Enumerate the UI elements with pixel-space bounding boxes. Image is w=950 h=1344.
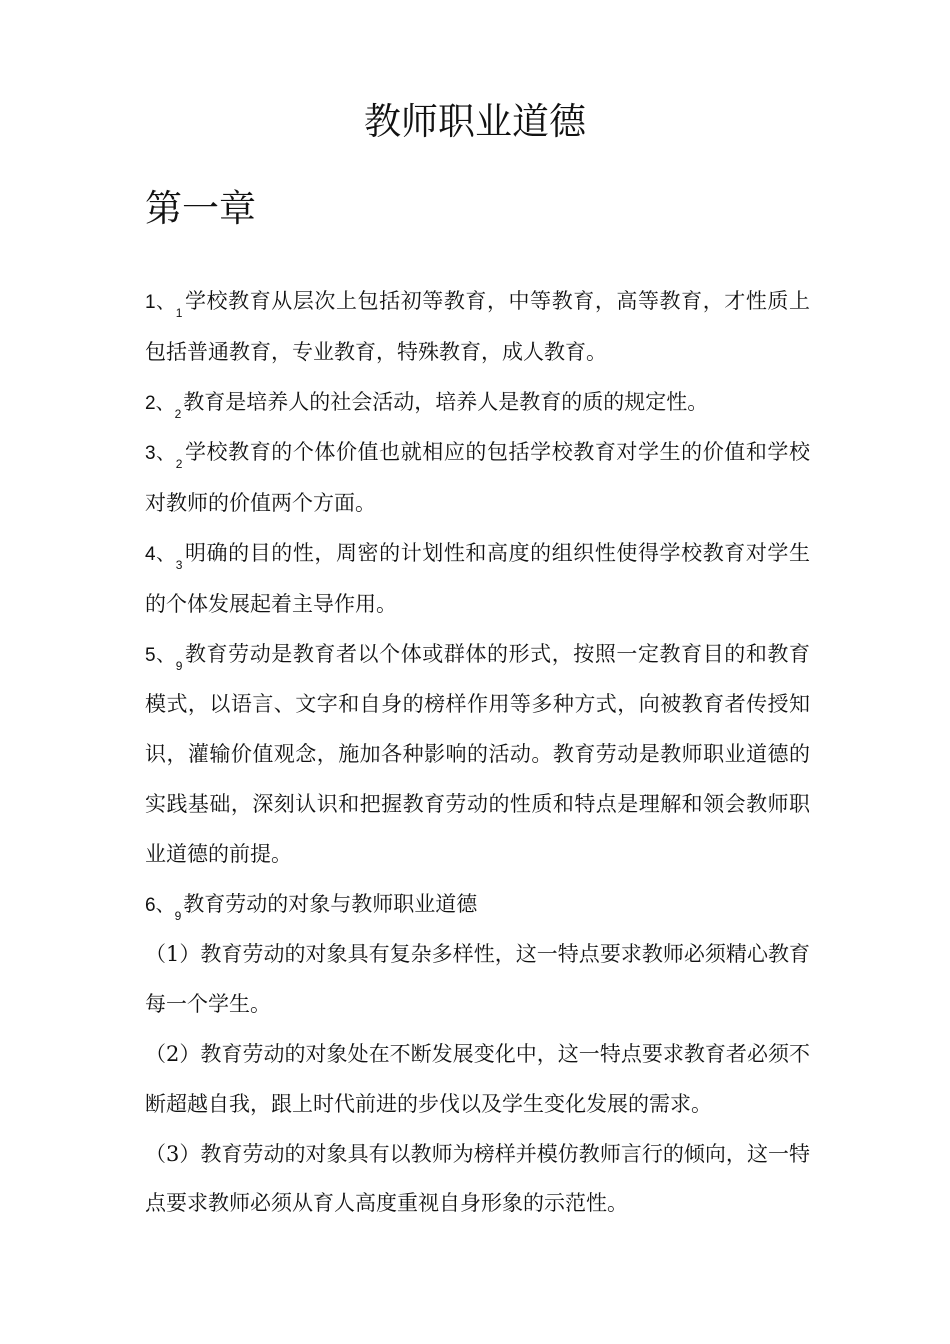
sub-item-2: （2）教育劳动的对象处在不断发展变化中，这一特点要求教育者必须不断超越自我，跟上时代前进的步伐以及学生变化发展的需求。 [145, 1041, 810, 1116]
paragraph-text: 学校教育从层次上包括初等教育，中等教育，高等教育，才性质上包括普通教育，专业教育，特殊教育，成人教育。 [145, 289, 810, 364]
reference-marker: 9 [174, 908, 182, 923]
sub-item-1: （1）教育劳动的对象具有复杂多样性，这一特点要求教师必须精心教育每一个学生。 [145, 942, 810, 1017]
paragraph-number: 2、 [145, 392, 175, 414]
paragraph-number: 6、 [145, 894, 175, 916]
chapter-heading: 第一章 [145, 187, 256, 230]
reference-marker: 2 [174, 406, 182, 421]
paragraph-text: 明确的目的性，周密的计划性和高度的组织性使得学校教育对学生的个体发展起着主导作用。 [145, 540, 810, 616]
numbered-paragraph [145, 880, 810, 931]
paragraph-number: 3、 [145, 443, 176, 465]
document-title: 教师职业道德 [364, 100, 586, 143]
numbered-paragraph [145, 428, 810, 529]
paragraph-number: 4、 [145, 543, 176, 565]
reference-marker: 9 [175, 658, 183, 673]
numbered-paragraph [145, 277, 810, 378]
paragraph-text: 教育劳动的对象与教师职业道德 [183, 891, 478, 916]
numbered-paragraph [145, 630, 810, 880]
reference-marker: 2 [175, 457, 183, 472]
paragraph-number: 5、 [145, 644, 176, 666]
document-body [145, 277, 810, 1229]
reference-marker: 1 [175, 306, 183, 320]
numbered-paragraph [145, 378, 810, 429]
paragraph-text: 教育劳动是教育者以个体或群体的形式，按照一定教育目的和教育模式，以语言、文字和自身的榜样作用等多种方式，向被教育者传授知识，灌输价值观念，施加各种影响的活动。教育劳动是教师职业道德的实践基础，深刻认识和把握教育劳动的性质和特点是理解和领会教师职业道德的前提。 [145, 641, 810, 866]
reference-marker: 3 [175, 557, 183, 572]
paragraph-text: 教育是培养人的社会活动，培养人是教育的质的规定性。 [183, 389, 709, 414]
sub-item-3: （3）教育劳动的对象具有以教师为榜样并模仿教师言行的倾向，这一特点要求教师必须从育人高度重视自身形象的示范性。 [145, 1141, 810, 1216]
numbered-paragraph [145, 529, 810, 630]
paragraph-text: 学校教育的个体价值也就相应的包括学校教育对学生的价值和学校对教师的价值两个方面。 [145, 440, 810, 516]
paragraph-number: 1、 [145, 292, 176, 313]
